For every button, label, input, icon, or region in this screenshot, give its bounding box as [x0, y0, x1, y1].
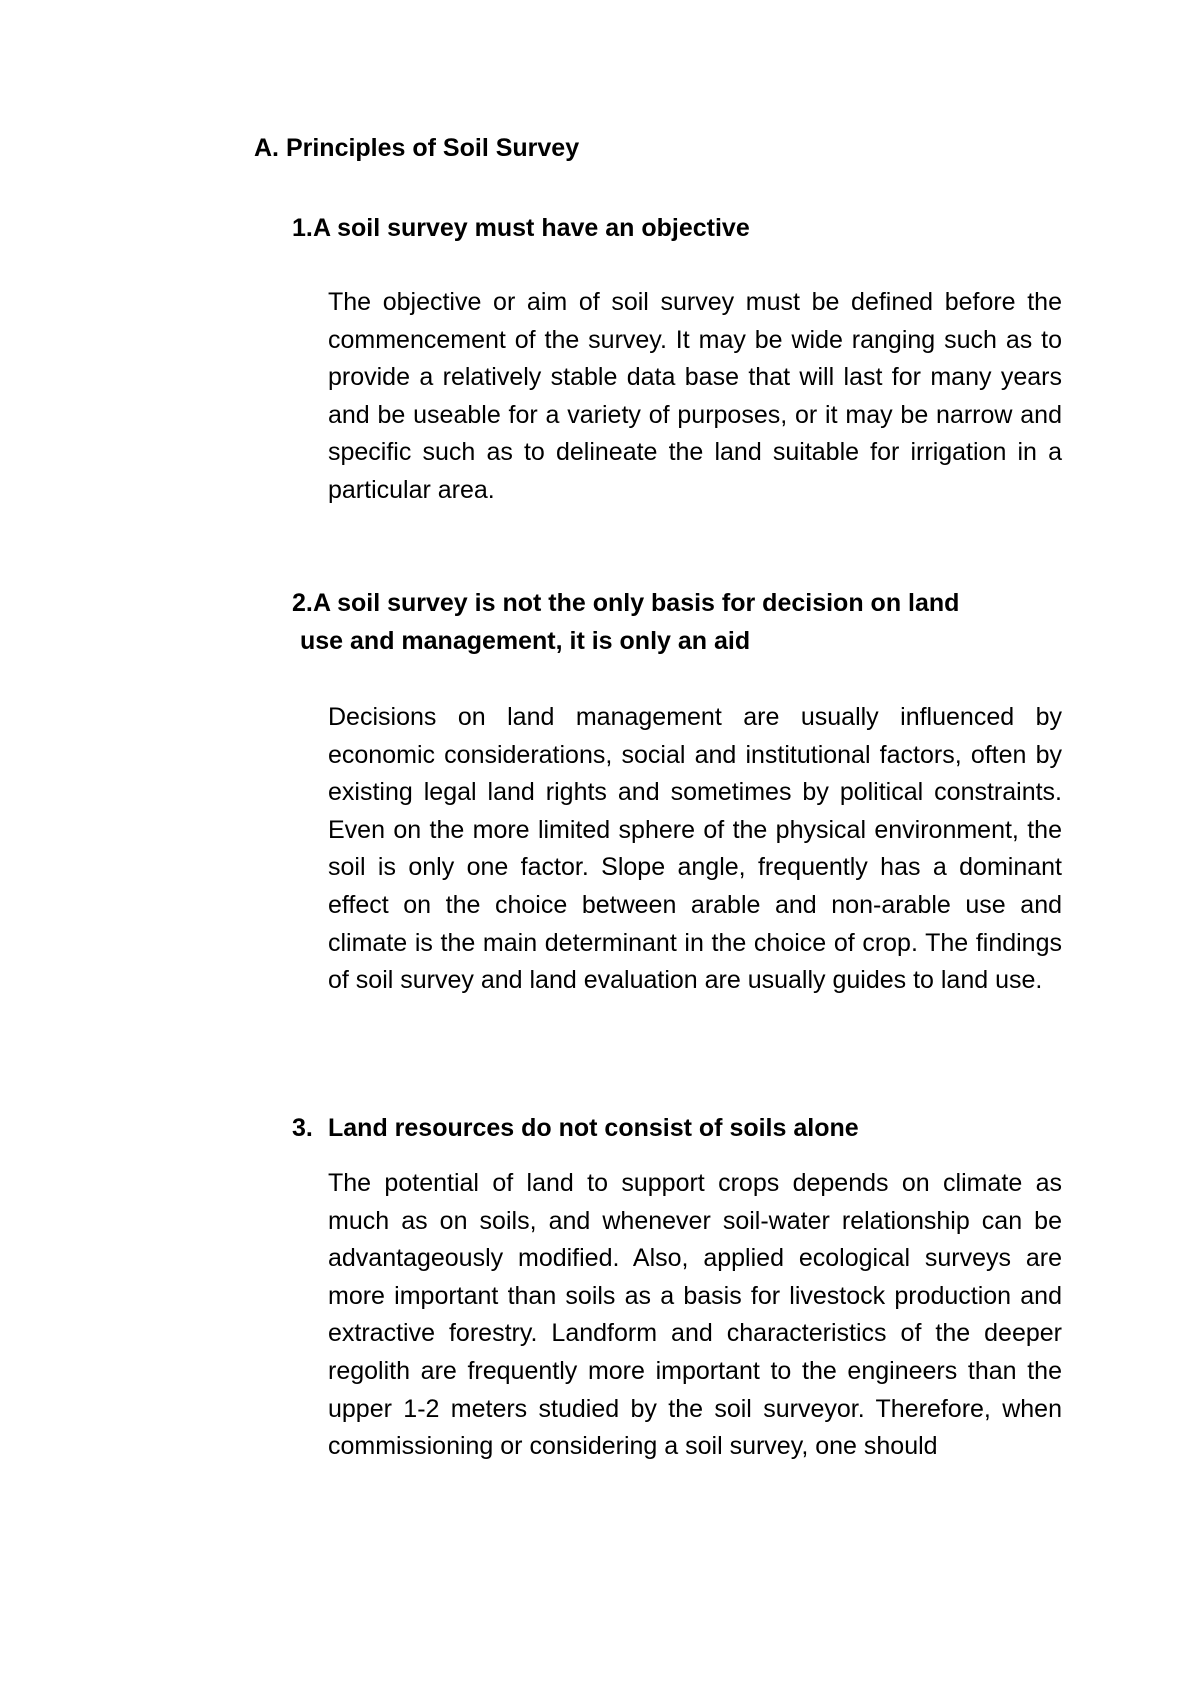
section-2-heading [292, 585, 959, 660]
section-2-heading-text: A soil survey is not the only basis for decision on land [313, 589, 960, 617]
section-2-paragraph: Decisions on land management are usually influenced by economic considerations, social and institutional factors, often by existing legal land rights and sometimes by political constraints. Even on the more limited sphere of the physical environment, the soil is only one factor. Slope angle, frequently has a dominant effect on the choice between arable and non-arable use and climate is the main determinant in the choice of crop. The findings of soil survey and land evaluation are usually guides to land use. [328, 703, 1062, 995]
section-1-heading [292, 210, 750, 248]
section-1-body [328, 284, 1062, 510]
section-3-body [328, 1165, 1062, 1466]
section-1-number: 1. [292, 214, 313, 242]
section-3-heading-text: Land resources do not consist of soils alone [328, 1114, 859, 1142]
section-2-heading-line2: use and management, it is only an aid [300, 626, 751, 655]
section-1-paragraph: The objective or aim of soil survey must be defined before the commencement of the survey. It may be wide ranging such as to provide a relatively stable data base that will last for many years and be useable for a variety of purposes, or it may be narrow and specific such as to delineate the land suitable for irrigation in a particular area. [328, 288, 1062, 504]
section-1-heading-text: A soil survey must have an objective [313, 214, 750, 242]
section-3-paragraph: The potential of land to support crops depends on climate as much as on soils, and whenever soil-water relationship can be advantageously modified. Also, applied ecological surveys are more important than soils as a basis for livestock production and extractive forestry. Landform and characteristics of the deeper regolith are frequently more important to the engineers than the upper 1-2 meters studied by the soil surveyor. Therefore, when commissioning or considering a soil survey, one should [328, 1169, 1062, 1461]
section-3-number: 3. [292, 1114, 313, 1142]
section-2-number: 2. [292, 589, 313, 617]
section-3-heading [292, 1110, 859, 1148]
document-title: A. Principles of Soil Survey [254, 134, 580, 162]
section-2-body [328, 699, 1062, 1000]
